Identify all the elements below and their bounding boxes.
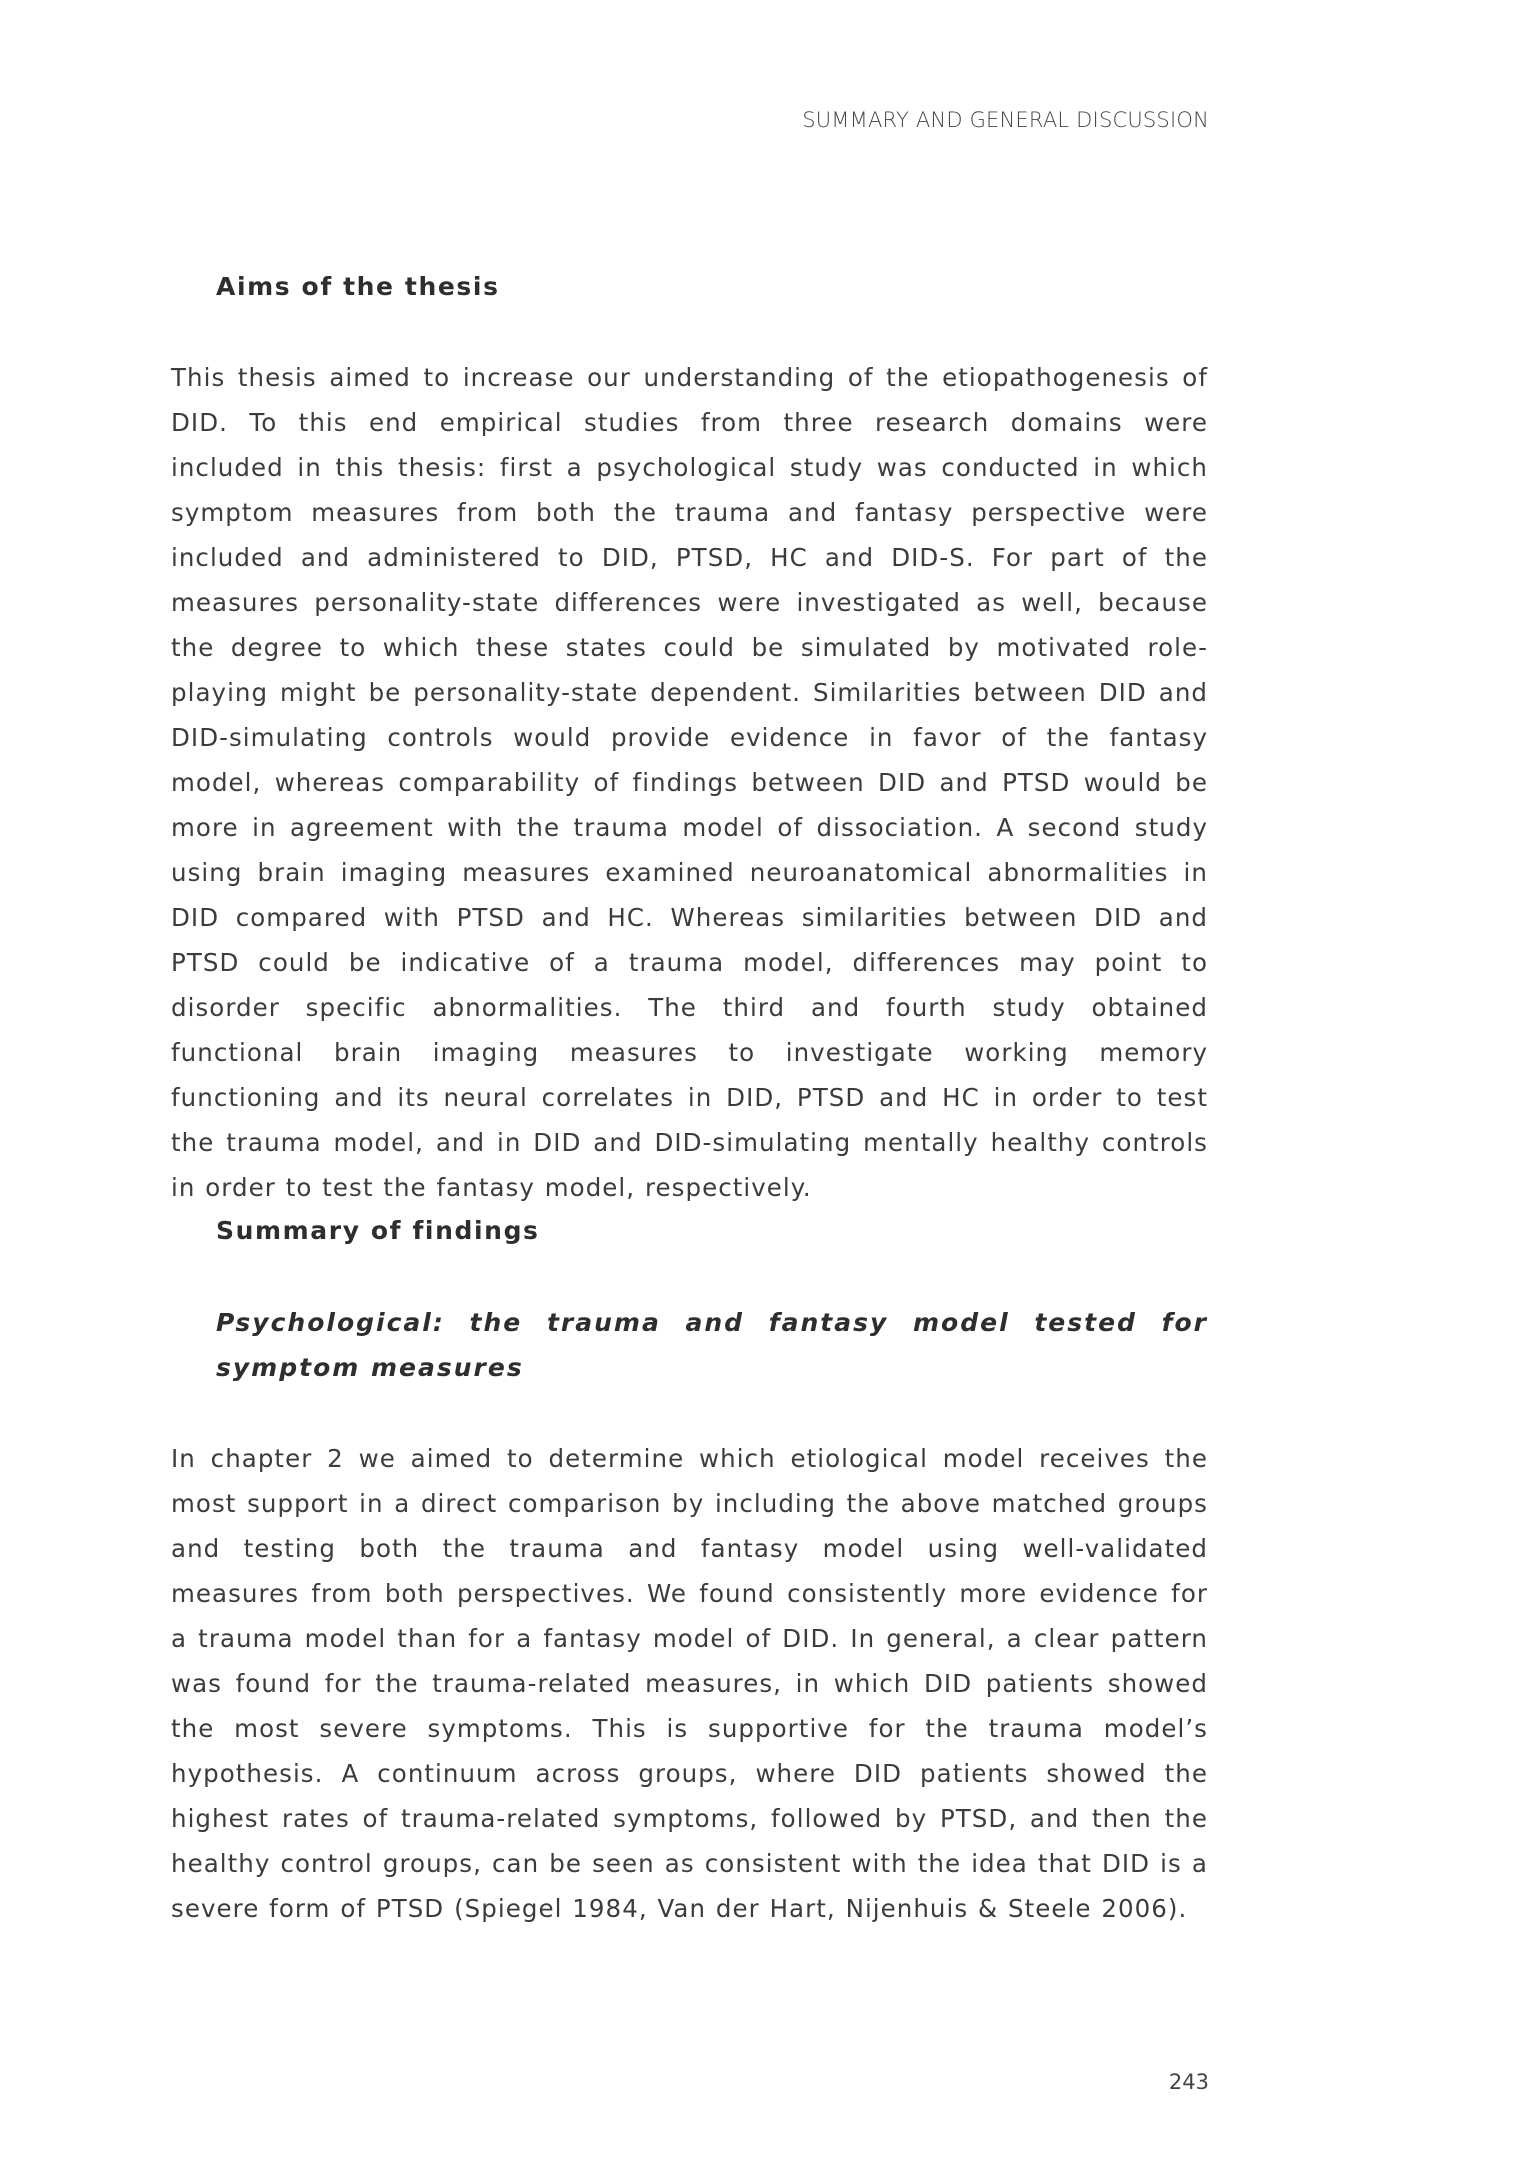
running-header: SUMMARY AND GENERAL DISCUSSION — [802, 108, 1209, 132]
section-heading-aims: Aims of the thesis — [216, 272, 500, 301]
subsection-heading-psychological: Psychological: the trauma and fantasy model tested for symptom measures — [216, 1308, 1208, 1382]
paragraph-aims: This thesis aimed to increase our understanding of the etiopathogenesis of DID. To this end empirical studies from three research domains were included in this thesis: first a psychological study was conducted in which symptom measures from both the trauma and fantasy perspective were included and administered to DID, PTSD, HC and DID-S. For part of the measures personality-state differences were investigated as well, because the degree to which these states could be simulated by motivated role-playing might be personality-state dependent. Similarities between DID and DID-simulating controls would provide evidence in favor of the fantasy model, whereas comparability of findings between DID and PTSD would be more in agreement with the trauma model of dissociation. A second study using brain imaging measures examined neuroanatomical abnormalities in DID compared with PTSD and HC. Whereas similarities between DID and PTSD could be indicative of a trauma model, differences may point to disorder specific abnormalities. The third and fourth study obtained functional brain imaging measures to investigate working memory functioning and its neural correlates in DID, PTSD and HC in order to test the trauma model, and in DID and DID-simulating mentally healthy controls in order to test the fantasy model, respectively. — [171, 363, 1208, 1202]
section-heading-summary: Summary of findings — [216, 1216, 540, 1245]
paragraph-summary: In chapter 2 we aimed to determine which etiological model receives the most support in a direct comparison by including the above matched groups and testing both the trauma and fantasy model using well-validated measures from both perspectives. We found consistently more evidence for a trauma model than for a fantasy model of DID. In general, a clear pattern was found for the trauma-related measures, in which DID patients showed the most severe symptoms. This is supportive for the trauma model’s hypothesis. A continuum across groups, where DID patients showed the highest rates of trauma-related symptoms, followed by PTSD, and then the healthy control groups, can be seen as consistent with the idea that DID is a severe form of PTSD (Spiegel 1984, Van der Hart, Nijenhuis & Steele 2006). — [171, 1444, 1208, 1923]
page-number: 243 — [1168, 2070, 1209, 2094]
